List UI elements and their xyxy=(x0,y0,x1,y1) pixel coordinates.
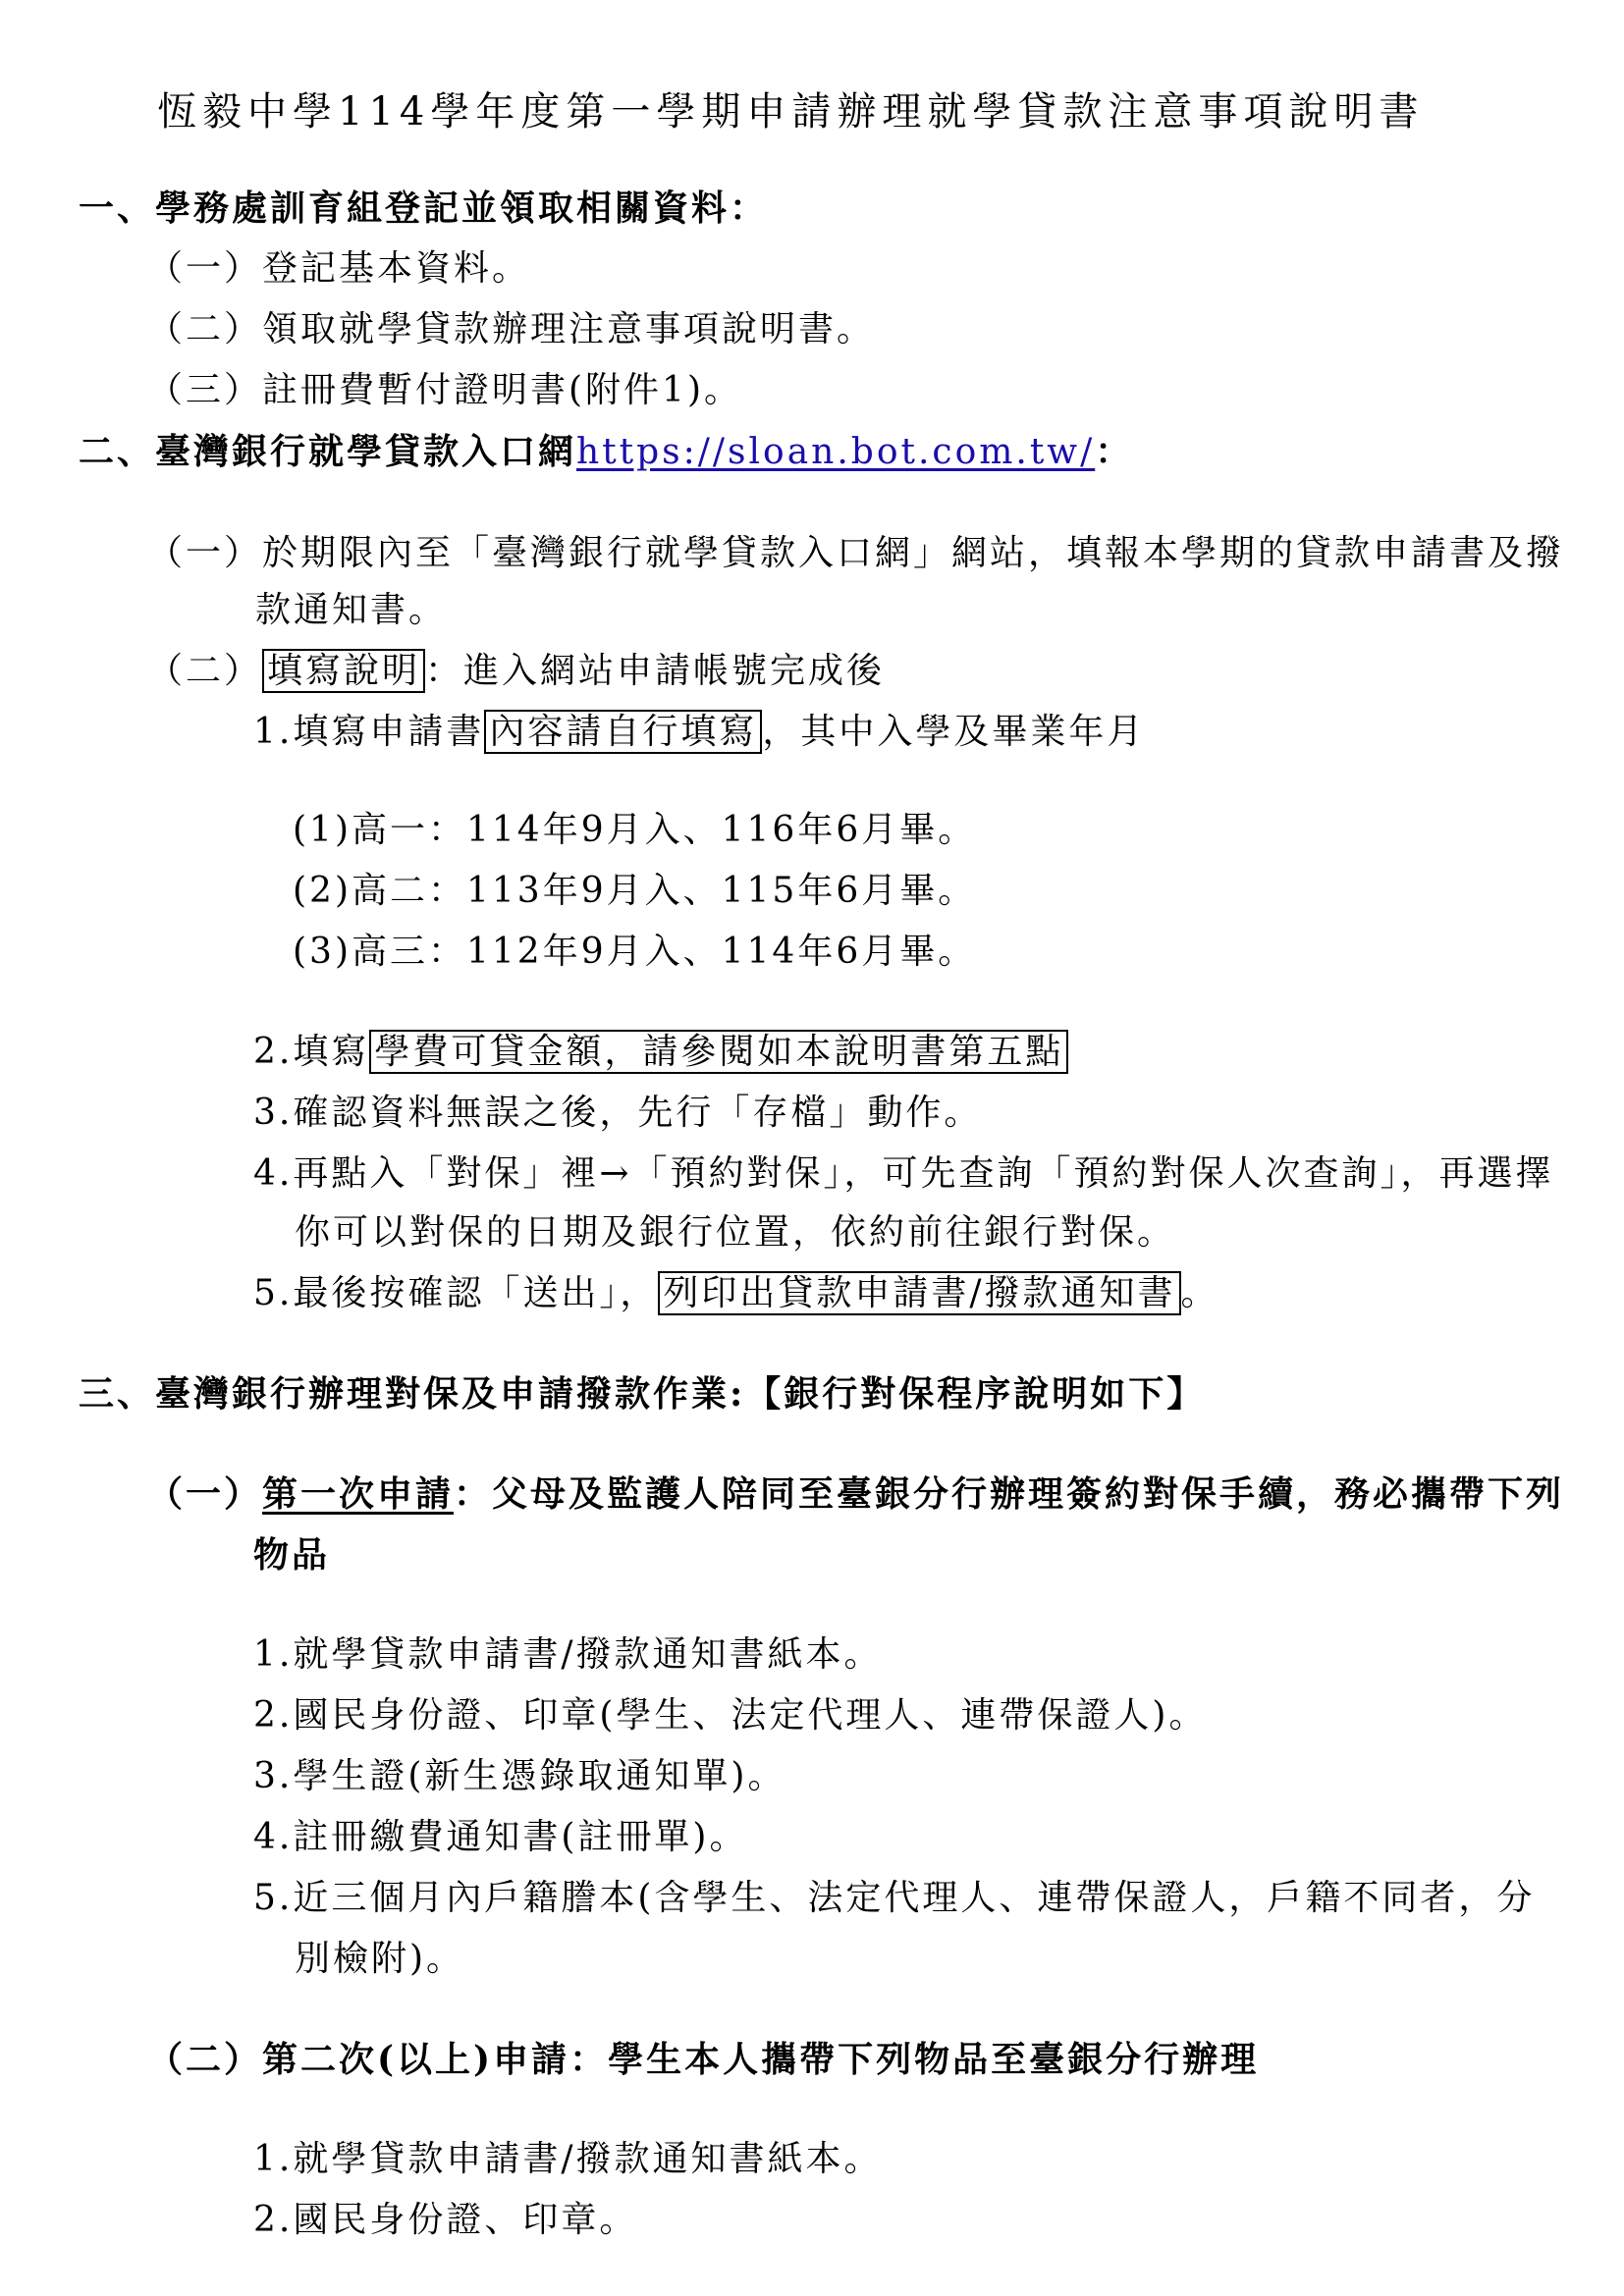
s3-p1-item-2: 2.國民身份證、印章(學生、法定代理人、連帶保證人)。 xyxy=(253,1695,1208,1735)
s1-item-1: （一）登記基本資料。 xyxy=(147,248,531,289)
page-title: 恆毅中學114學年度第一學期申請辦理就學貸款注意事項說明書 xyxy=(157,89,1425,134)
self-fill-box: 內容請自行填寫 xyxy=(484,710,762,754)
s2-p2-prefix: （二） xyxy=(147,651,263,691)
s2-item-1-text: 1.填寫申請書 xyxy=(253,712,485,752)
grade-3-dates: (3)高三：112年9月入、114年6月畢。 xyxy=(293,932,977,972)
s3-p1-item-5-line2: 別檢附)。 xyxy=(295,1939,465,1979)
s3-p1-line2: 物品 xyxy=(253,1534,331,1575)
s2-item-2-line xyxy=(253,1031,1068,1074)
section-2-heading: 二、臺灣銀行就學貸款入口網 xyxy=(79,431,577,472)
s2-item-2-text: 2.填寫 xyxy=(253,1032,370,1072)
s2-p2-line xyxy=(147,650,885,693)
first-application-label: 第一次申請 xyxy=(262,1473,455,1515)
s2-p1-line2: 款通知書。 xyxy=(255,590,448,630)
s1-item-3: （三）註冊費暫付證明書(附件1)。 xyxy=(147,370,742,410)
s1-item-2: （二）領取就學貸款辦理注意事項說明書。 xyxy=(147,309,876,349)
s2-p2-rest: ：進入網站申請帳號完成後 xyxy=(425,651,886,691)
s3-p2-heading: （二）第二次(以上)申請：學生本人攜帶下列物品至臺銀分行辦理 xyxy=(147,2039,1260,2080)
s2-item-5-text: 5.最後按確認「送出」， xyxy=(253,1273,659,1313)
s2-item-5-line xyxy=(253,1272,1219,1315)
s3-p1-item-5-line1: 5.近三個月內戶籍謄本(含學生、法定代理人、連帶保證人，戶籍不同者，分 xyxy=(253,1878,1536,1918)
s2-item-4-line1: 4.再點入「對保」裡→「預約對保」，可先查詢「預約對保人次查詢」，再選擇 xyxy=(253,1153,1554,1194)
s2-item-1-line xyxy=(253,711,1145,754)
loan-portal-link[interactable]: https://sloan.bot.com.tw/ xyxy=(576,432,1096,472)
s3-p1-prefix: （一） xyxy=(147,1473,263,1515)
s2-item-4-line2: 你可以對保的日期及銀行位置，依約前往銀行對保。 xyxy=(295,1212,1176,1253)
s2-p1-line1: （一）於期限內至「臺灣銀行就學貸款入口網」網站，填報本學期的貸款申請書及撥 xyxy=(147,533,1565,573)
s2-item-3: 3.確認資料無誤之後，先行「存檔」動作。 xyxy=(253,1093,983,1133)
section-2-heading-line xyxy=(79,430,1133,474)
grade-2-dates: (2)高二：113年9月入、115年6月畢。 xyxy=(293,871,977,911)
s2-item-5-end: 。 xyxy=(1180,1273,1219,1313)
s3-p2-item-1: 1.就學貸款申請書/撥款通知書紙本。 xyxy=(253,2139,883,2179)
s3-p1-line1 xyxy=(147,1472,1564,1516)
s3-p2-item-2: 2.國民身份證、印章。 xyxy=(253,2200,638,2240)
fill-instructions-box: 填寫說明 xyxy=(262,649,425,693)
section-1-heading: 一、學務處訓育組登記並領取相關資料： xyxy=(79,187,769,229)
tuition-amount-box: 學費可貸金額，請參閱如本說明書第五點 xyxy=(369,1030,1068,1074)
s3-p1-item-4: 4.註冊繳費通知書(註冊單)。 xyxy=(253,1817,748,1857)
print-forms-box: 列印出貸款申請書/撥款通知書 xyxy=(658,1271,1180,1315)
section-3-heading: 三、臺灣銀行辦理對保及申請撥款作業:【銀行對保程序說明如下】 xyxy=(79,1373,1206,1415)
s3-p1-item-3: 3.學生證(新生憑錄取通知單)。 xyxy=(253,1756,786,1796)
s3-p1-item-1: 1.就學貸款申請書/撥款通知書紙本。 xyxy=(253,1634,883,1675)
section-2-colon: ： xyxy=(1095,431,1134,472)
s2-item-1-rest: ，其中入學及畢業年月 xyxy=(762,712,1146,752)
s3-p1-rest: ：父母及監護人陪同至臺銀分行辦理簽約對保手續，務必攜帶下列 xyxy=(454,1473,1565,1515)
grade-1-dates: (1)高一：114年9月入、116年6月畢。 xyxy=(293,810,977,850)
